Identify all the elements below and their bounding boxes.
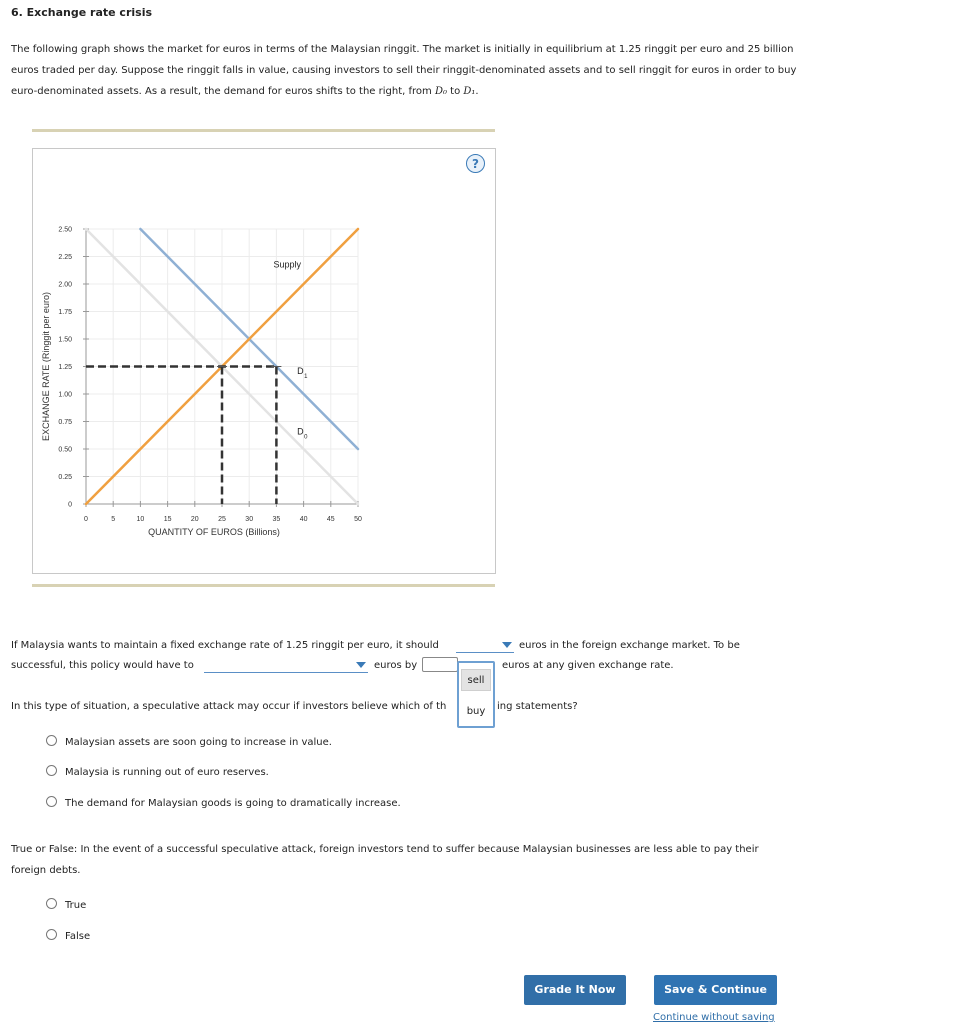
x-tick-label: 20 [190, 516, 199, 523]
q3-option-true[interactable] [46, 898, 86, 913]
save-continue-button[interactable]: Save & Continue [654, 975, 777, 1005]
radio-circle[interactable] [46, 765, 57, 776]
grade-it-now-button[interactable]: Grade It Now [524, 975, 626, 1005]
q3-prompt-line1: True or False: In the event of a successful speculative attack, foreign investors tend to suffer because Malaysian businesses are less able to pay their [11, 844, 759, 855]
q1-text-part3: successful, this policy would have to [11, 660, 194, 671]
chevron-down-icon [356, 662, 366, 668]
y-tick-label: 1.50 [58, 336, 72, 344]
continue-without-saving-link[interactable]: Continue without saving [653, 1012, 775, 1023]
y-tick-label: 1.00 [58, 391, 72, 399]
y-tick-label: 0.50 [58, 446, 72, 454]
q2-prompt-end: ing statements? [497, 701, 578, 712]
y-tick-label: 0.75 [58, 419, 72, 426]
q2-option-2[interactable] [46, 765, 269, 780]
dropdown-option-buy[interactable]: buy [466, 706, 486, 717]
x-tick-label: 50 [354, 516, 362, 523]
x-tick-label: 10 [136, 516, 145, 523]
q1-text-part4: euros by [374, 660, 418, 671]
radio-circle[interactable] [46, 735, 57, 746]
y-tick-label: 2.50 [58, 226, 72, 234]
x-tick-label: 5 [111, 516, 116, 523]
help-icon[interactable]: ? [466, 154, 485, 173]
q3-option-true-label: True [65, 900, 87, 911]
radio-circle[interactable] [46, 929, 57, 940]
d1-label-subscript: 1 [304, 374, 308, 381]
q1-text-part1: If Malaysia wants to maintain a fixed exchange rate of 1.25 ringgit per euro, it should [11, 640, 439, 651]
y-axis-title: EXCHANGE RATE (Ringgit per euro) [41, 292, 51, 441]
q1-text-part2: euros in the foreign exchange market. To be [519, 640, 740, 651]
q2-option-1[interactable] [46, 735, 332, 750]
x-tick-label: 15 [163, 516, 172, 523]
y-tick-label: 0.25 [58, 474, 72, 481]
q2-prompt-start: In this type of situation, a speculative attack may occur if investors believe which of th [11, 701, 447, 712]
demand-d1-symbol: D₁ [463, 86, 476, 97]
bottom-divider [32, 584, 495, 587]
intro-body: The following graph shows the market for euros in terms of the Malaysian ringgit. The market is initially in equilibrium at 1.25 ringgit per euro and 25 billion euros traded per day. Suppose the ringgit falls in value, causing investors to sell their ringgit-denominated assets and to sell ringgit for euros in order to buy euro-denominated assets. As a result, the demand for euros shifts to the right, from [11, 44, 797, 97]
y-tick-label: 0 [68, 501, 72, 509]
q3-prompt-line2: foreign debts. [11, 865, 81, 876]
q3-option-false[interactable] [46, 929, 90, 944]
y-tick-label: 1.75 [58, 309, 72, 316]
x-tick-label: 40 [299, 516, 308, 523]
q2-option-3-label: The demand for Malaysian goods is going to dramatically increase. [65, 798, 401, 809]
q1-amount-input[interactable] [422, 657, 458, 672]
page-title: 6. Exchange rate crisis [11, 6, 153, 19]
supply-label: Supply [273, 259, 302, 270]
y-tick-label: 1.25 [58, 364, 72, 371]
demand-d0-symbol: D₀ [434, 86, 447, 97]
radio-circle[interactable] [46, 796, 57, 807]
intro-mid: to [446, 86, 464, 97]
dropdown-option-sell[interactable]: sell [461, 669, 491, 691]
d0-label-subscript: 0 [304, 434, 308, 441]
d1-label: D [297, 366, 304, 377]
chevron-down-icon [502, 642, 512, 648]
x-tick-label: 45 [326, 516, 335, 523]
x-tick-label: 0 [84, 516, 88, 523]
q3-option-false-label: False [65, 931, 91, 942]
radio-circle[interactable] [46, 898, 57, 909]
intro-end: . [475, 86, 479, 97]
y-tick-label: 2.25 [58, 254, 72, 261]
q2-option-1-label: Malaysian assets are soon going to increase in value. [65, 737, 332, 748]
q1-shift-select[interactable] [204, 659, 368, 673]
x-tick-label: 25 [218, 516, 226, 523]
x-tick-label: 35 [272, 516, 281, 523]
q1-dropdown-menu [457, 661, 495, 728]
y-tick-label: 2.00 [58, 281, 72, 289]
q2-option-2-label: Malaysia is running out of euro reserves. [65, 767, 269, 778]
q1-action-select[interactable] [456, 639, 514, 653]
x-axis-title: QUANTITY OF EUROS (Billions) [148, 527, 280, 537]
q2-option-3[interactable] [46, 796, 401, 811]
q1-text-part5: euros at any given exchange rate. [502, 660, 674, 671]
d0-label: D [297, 426, 304, 437]
x-tick-label: 30 [245, 516, 254, 523]
